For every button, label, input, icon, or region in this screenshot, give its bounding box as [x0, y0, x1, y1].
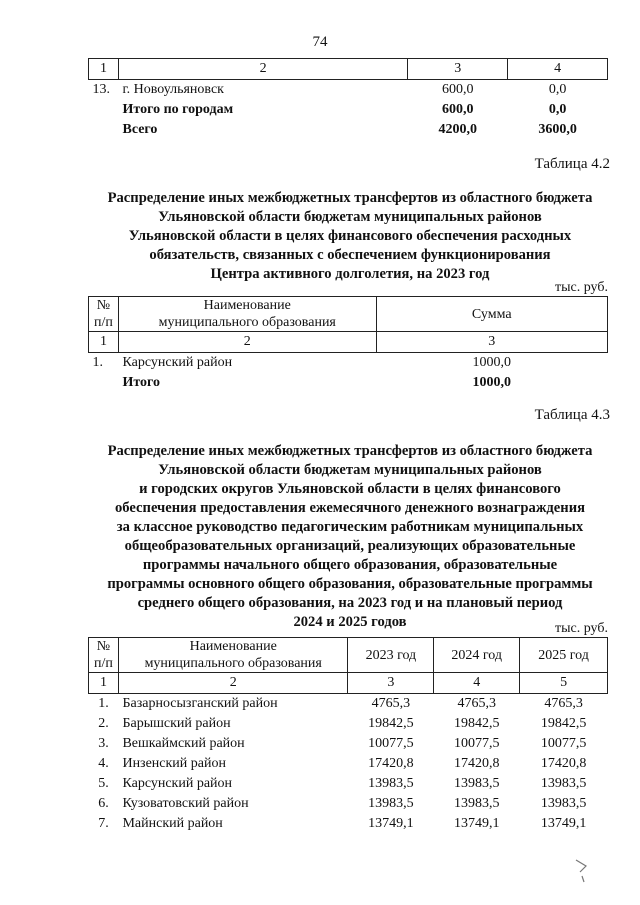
row-number: 4.: [98, 756, 109, 771]
table-title: [60, 442, 640, 632]
header-text: муниципального образования: [144, 656, 322, 671]
table-row: [89, 373, 608, 393]
page-number: 74: [312, 34, 328, 50]
row-value: 1000,0: [472, 355, 511, 370]
table-row: [89, 754, 608, 774]
title-line: и городских округов Ульяновской области в целях финансового: [139, 481, 561, 497]
row-value: 13983,5: [540, 796, 587, 811]
row-number: 13.: [92, 82, 110, 97]
row-name: Карсунский район: [122, 355, 233, 370]
row-number: [89, 373, 119, 393]
title-line: Распределение иных межбюджетных трансфертов из областного бюджета: [107, 443, 593, 459]
column-number-row: [89, 332, 608, 353]
header-number: [89, 297, 119, 332]
table-4-2: [88, 296, 608, 393]
title-line: общеобразовательных организаций, реализующих образовательные: [124, 538, 576, 554]
row-value: 13749,1: [453, 816, 500, 831]
row-value: 13983,5: [368, 796, 414, 811]
row-value: 0,0: [548, 82, 567, 97]
title-line: Ульяновской области в целях финансового обеспечения расходных: [128, 228, 572, 244]
row-value: 19842,5: [368, 716, 414, 731]
row-value: 13749,1: [540, 816, 587, 831]
col-number-cell: 3: [408, 59, 508, 80]
row-name: Барышский район: [122, 716, 231, 731]
col-number-cell: 1: [89, 59, 119, 80]
row-name: г. Новоульяновск: [122, 82, 224, 97]
col-number-cell: 4: [434, 673, 520, 694]
row-name: Всего: [122, 122, 158, 137]
table-title: [60, 189, 640, 284]
header-row: [89, 297, 608, 332]
header-name: [118, 638, 348, 673]
table-row: [89, 353, 608, 374]
row-number: [89, 100, 119, 120]
row-value: 0,0: [548, 102, 567, 117]
row-value: 1000,0: [472, 375, 511, 390]
header-row: [89, 638, 608, 673]
row-name: Карсунский район: [122, 776, 233, 791]
title-line: обязательств, связанных с обеспечением функционирования: [149, 247, 551, 263]
table-row: [89, 774, 608, 794]
row-name: Итого по городам: [122, 102, 234, 117]
row-value: 600,0: [442, 102, 474, 117]
header-text: муниципального образования: [158, 315, 336, 330]
title-line: за классное руководство педагогическим работникам муниципальных: [116, 519, 584, 535]
col-number-cell: 2: [118, 332, 376, 353]
header-sum: Сумма: [376, 297, 607, 332]
continuation-table: [88, 58, 608, 140]
header-text: Наименование: [189, 639, 277, 654]
col-number-cell: 1: [89, 332, 119, 353]
header-number: [89, 638, 119, 673]
row-value: 13983,5: [540, 776, 587, 791]
row-name: Инзенский район: [122, 756, 226, 771]
row-number: [89, 120, 119, 140]
row-value: 10077,5: [453, 736, 500, 751]
column-number-row: [89, 59, 608, 80]
row-value: 13983,5: [368, 776, 414, 791]
row-name: Майнский район: [122, 816, 223, 831]
units-label: тыс. руб.: [555, 280, 608, 295]
row-value: 4200,0: [438, 122, 477, 137]
row-value: 13749,1: [368, 816, 414, 831]
row-value: 4765,3: [371, 696, 411, 711]
table-row: [89, 694, 608, 715]
row-number: 2.: [98, 716, 109, 731]
row-number: 6.: [98, 796, 109, 811]
row-name: Кузоватовский район: [122, 796, 249, 811]
col-number-cell: 1: [89, 673, 119, 694]
col-number-cell: 2: [118, 59, 407, 80]
header-text: Наименование: [203, 298, 291, 313]
row-number: 5.: [98, 776, 109, 791]
row-name: Базарносызганский район: [122, 696, 278, 711]
col-number-cell: 2: [118, 673, 348, 694]
row-value: 17420,8: [540, 756, 587, 771]
row-number: 1.: [92, 355, 103, 370]
title-line: 2024 и 2025 годов: [293, 614, 407, 630]
units-label: тыс. руб.: [555, 621, 608, 636]
row-number: 1.: [98, 696, 109, 711]
title-line: Ульяновской области бюджетам муниципальных районов: [158, 462, 542, 478]
row-value: 19842,5: [540, 716, 587, 731]
header-text: №: [96, 639, 111, 654]
title-line: Центра активного долголетия, на 2023 год: [210, 266, 490, 282]
scan-mark-icon: [572, 856, 592, 886]
col-number-cell: 4: [508, 59, 608, 80]
row-value: 17420,8: [368, 756, 414, 771]
row-value: 13983,5: [453, 796, 500, 811]
title-line: среднего общего образования, на 2023 год и на плановый период: [137, 595, 563, 611]
row-value: 10077,5: [540, 736, 587, 751]
row-value: 17420,8: [453, 756, 500, 771]
row-value: 4765,3: [544, 696, 583, 711]
col-number-cell: 3: [348, 673, 434, 694]
col-number-cell: 5: [520, 673, 608, 694]
title-line: обеспечения предоставления ежемесячного денежного вознаграждения: [115, 500, 585, 516]
table-label: Таблица 4.3: [534, 407, 610, 423]
header-year: 2025 год: [520, 638, 608, 673]
header-name: [118, 297, 376, 332]
row-name: Итого: [122, 375, 161, 390]
row-number: 7.: [98, 816, 109, 831]
table-row: [89, 734, 608, 754]
title-line: программы основного общего образования, образовательные программы: [107, 576, 593, 592]
row-value: 600,0: [442, 82, 474, 97]
table-label: Таблица 4.2: [534, 156, 610, 172]
table-4-3: [88, 637, 608, 834]
title-line: Ульяновской области бюджетам муниципальных районов: [158, 209, 542, 225]
row-name: Вешкаймский район: [122, 736, 245, 751]
title-line: программы начального общего образования, образовательные: [142, 557, 558, 573]
table-row: [89, 80, 608, 101]
title-line: Распределение иных межбюджетных трансфертов из областного бюджета: [107, 190, 593, 206]
table-row: [89, 714, 608, 734]
row-value: 13983,5: [453, 776, 500, 791]
header-text: п/п: [94, 656, 113, 671]
row-value: 19842,5: [453, 716, 500, 731]
table-row: [89, 814, 608, 834]
header-text: п/п: [94, 315, 113, 330]
row-number: 3.: [98, 736, 109, 751]
row-value: 3600,0: [538, 122, 577, 137]
row-value: 10077,5: [368, 736, 414, 751]
table-row: [89, 120, 608, 140]
header-text: №: [96, 298, 111, 313]
header-year: 2023 год: [348, 638, 434, 673]
table-row: [89, 100, 608, 120]
column-number-row: [89, 673, 608, 694]
header-year: 2024 год: [434, 638, 520, 673]
col-number-cell: 3: [376, 332, 607, 353]
row-value: 4765,3: [457, 696, 496, 711]
table-row: [89, 794, 608, 814]
